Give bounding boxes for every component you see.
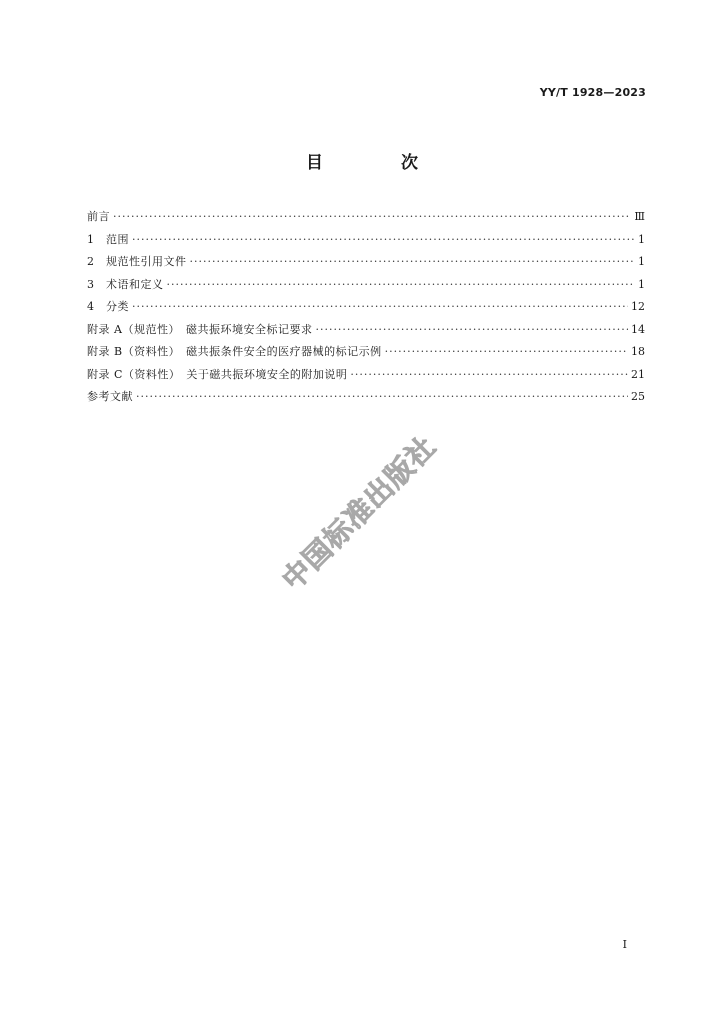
dot-leader [350, 364, 628, 387]
toc-entry-label: 4 分类 [87, 300, 129, 313]
toc-entry-page: 1 [638, 232, 645, 246]
toc-entry-label: 附录 A（规范性） 磁共振环境安全标记要求 [87, 322, 313, 336]
toc-entry-page: 25 [631, 390, 645, 403]
toc-entry-label: 附录 C（资料性） 关于磁共振环境安全的附加说明 [87, 367, 348, 381]
dot-leader [167, 274, 635, 297]
dot-leader [136, 386, 628, 409]
dot-leader [385, 341, 628, 364]
dot-leader [315, 319, 628, 342]
toc-entry-label: 3 术语和定义 [87, 277, 164, 291]
toc-entry-label: 参考文献 [87, 390, 133, 403]
toc-entry-foreword[interactable] [87, 206, 645, 229]
toc-entry-page: Ⅲ [634, 210, 645, 223]
toc-entry-annex-c[interactable] [87, 364, 645, 387]
toc-title: 目 次 [306, 153, 454, 173]
dot-leader [132, 229, 634, 252]
dot-leader [132, 296, 628, 319]
toc-entry-label: 2 规范性引用文件 [87, 255, 187, 268]
toc-entry-annex-a[interactable] [87, 319, 645, 342]
standard-code: YY/T 1928—2023 [539, 86, 646, 99]
toc-entry-terms-definitions[interactable] [87, 274, 645, 297]
toc-entry-normative-references[interactable] [87, 251, 645, 274]
toc-entry-page: 14 [631, 322, 645, 336]
toc-entry-annex-b[interactable] [87, 341, 645, 364]
publisher-watermark: 中国标准出版社 [275, 429, 443, 597]
dot-leader [190, 251, 635, 274]
toc-entry-page: 1 [638, 255, 645, 268]
toc-entry-label: 1 范围 [87, 232, 129, 246]
toc-entry-page: 12 [631, 300, 645, 313]
toc-entry-page: 21 [631, 367, 645, 381]
toc-entry-page: 1 [638, 277, 645, 291]
dot-leader [113, 206, 631, 229]
toc-entry-label: 前言 [87, 210, 110, 223]
table-of-contents [87, 206, 645, 409]
toc-entry-label: 附录 B（资料性） 磁共振条件安全的医疗器械的标记示例 [87, 345, 382, 358]
toc-entry-page: 18 [631, 345, 645, 358]
page-number: Ⅰ [622, 938, 627, 951]
toc-entry-classification[interactable] [87, 296, 645, 319]
toc-entry-bibliography[interactable] [87, 386, 645, 409]
toc-entry-scope[interactable] [87, 229, 645, 252]
